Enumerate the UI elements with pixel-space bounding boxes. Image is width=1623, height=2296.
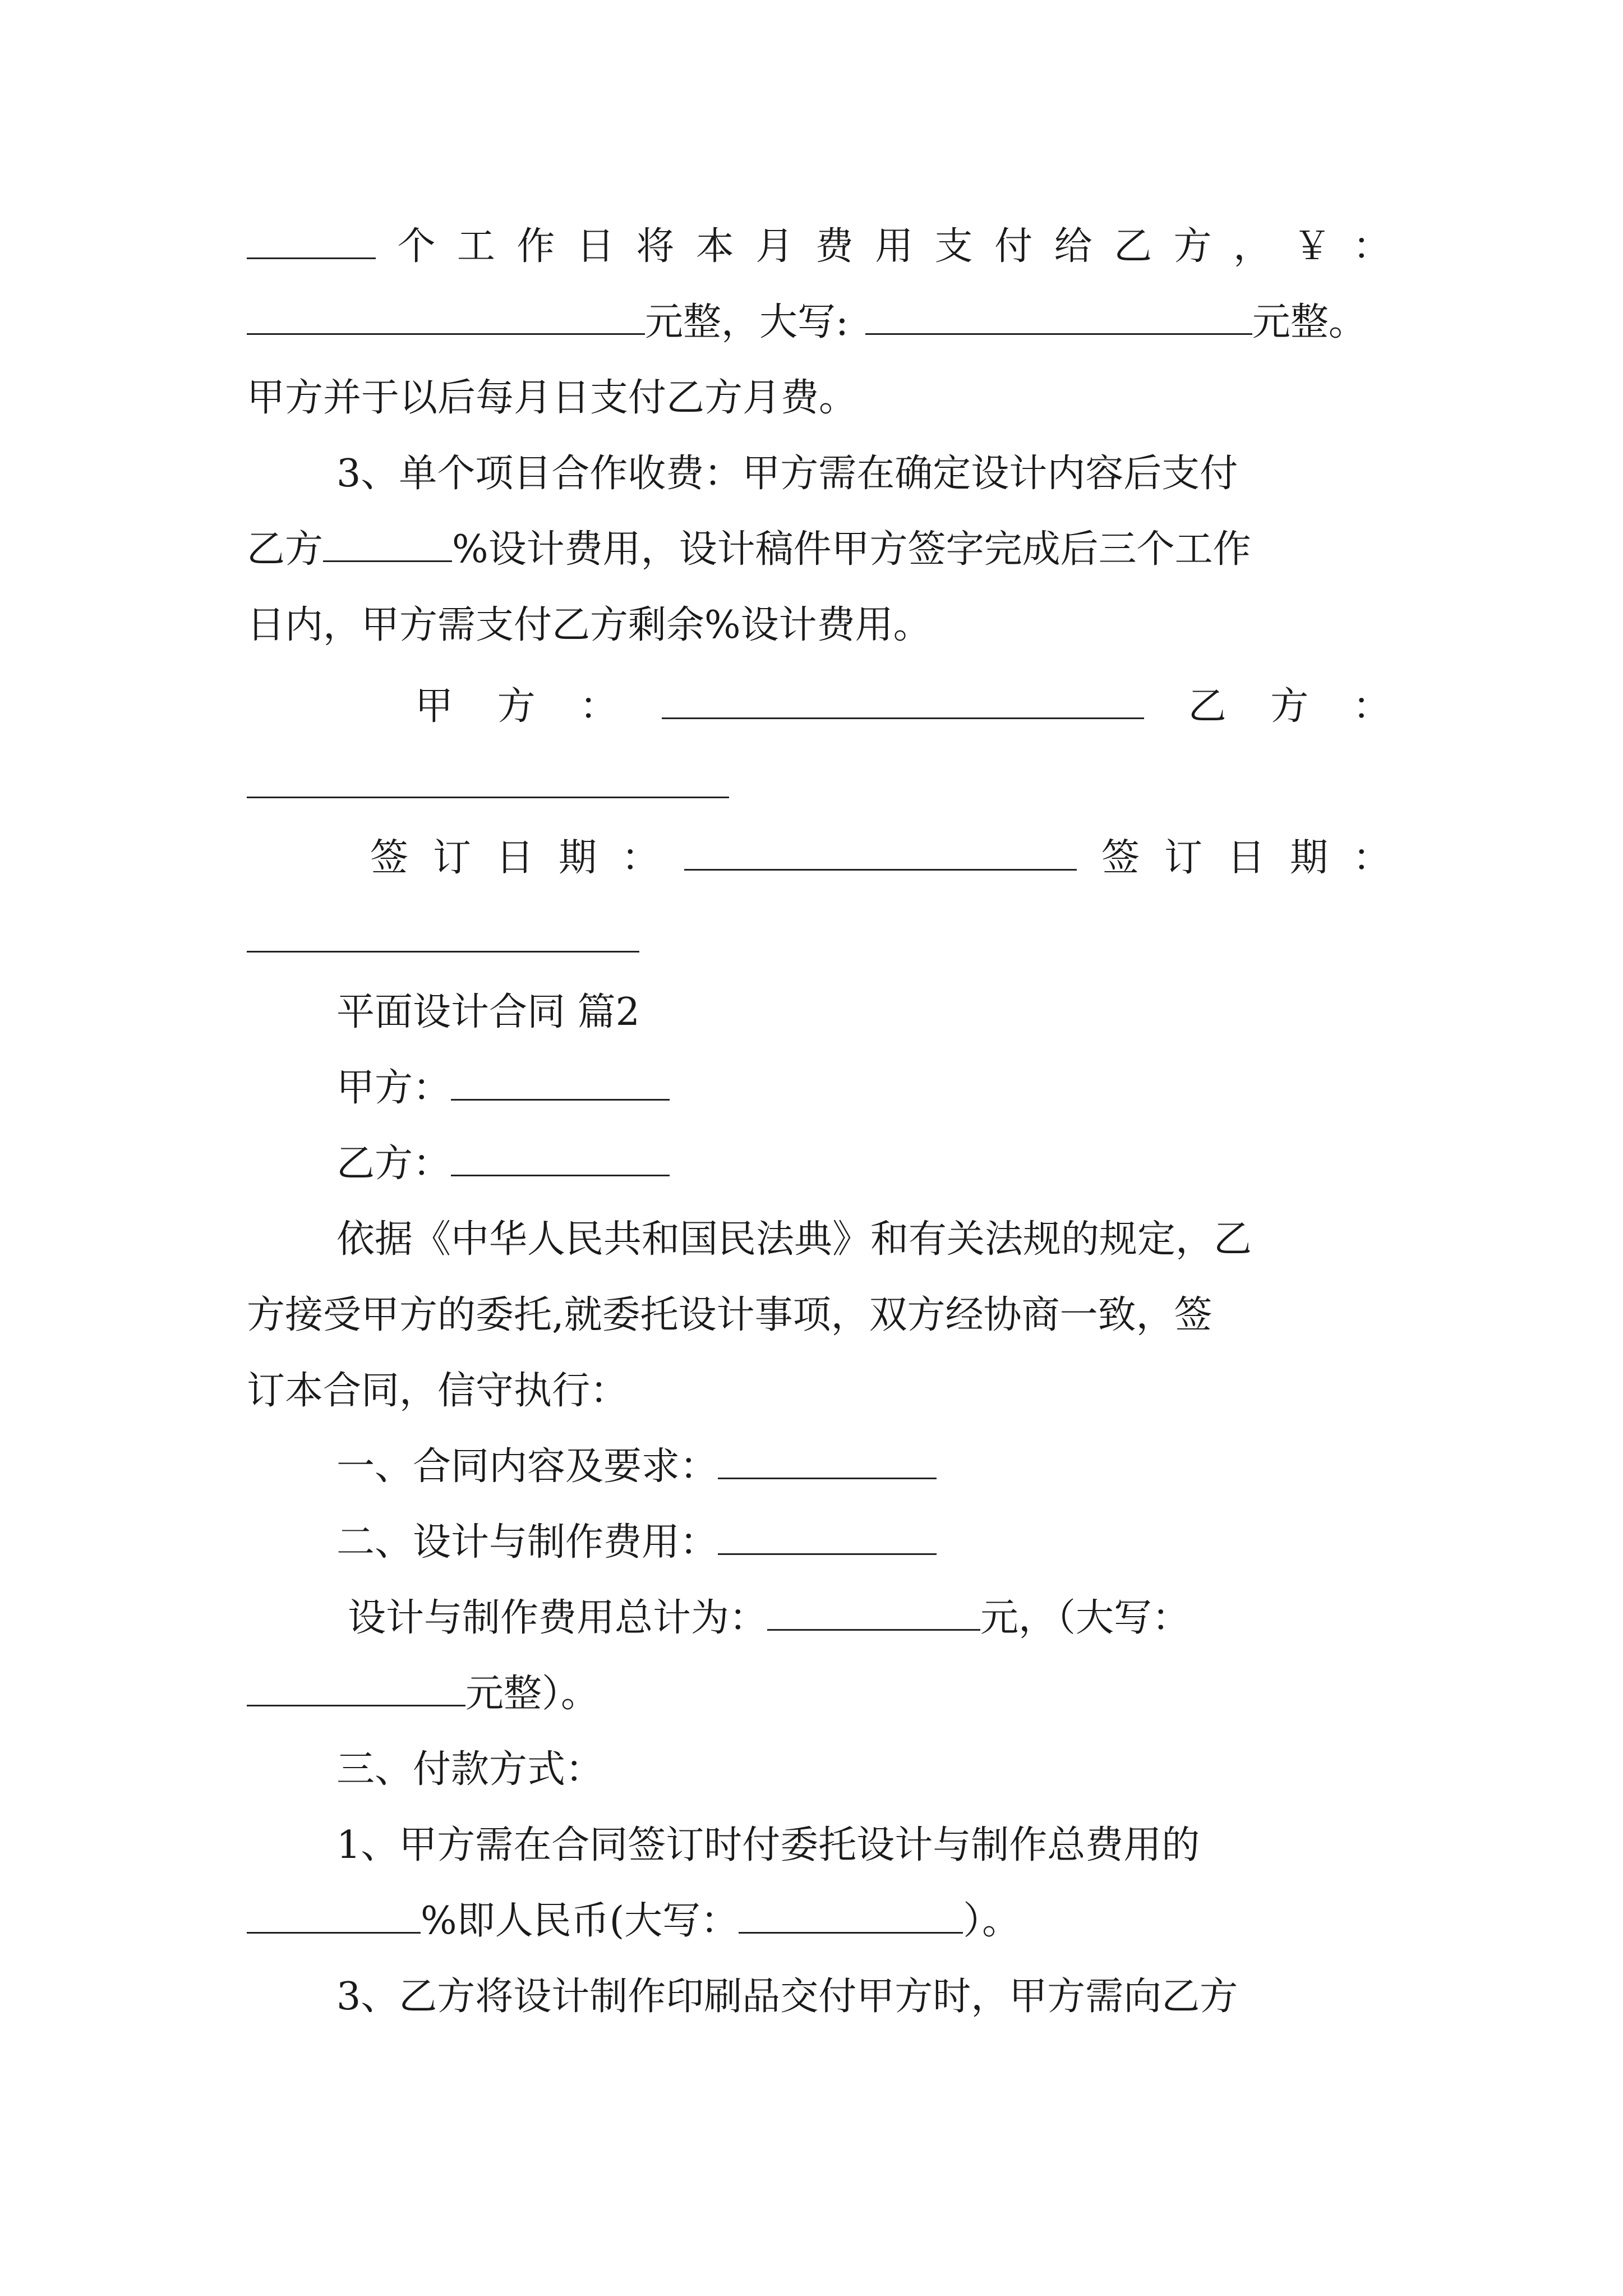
char: 甲 [415,684,454,729]
payment-clause-3-text: 3、乙方将设计制作印刷品交付甲方时，甲方需向乙方 [336,1975,1238,2019]
paragraph-line [247,1287,1391,1343]
party-a-line [336,1060,1391,1116]
char: 个 [397,224,436,269]
date-a-blank [684,834,1077,871]
paragraph-line [247,1363,1391,1419]
payment-clause-1-text: 1、甲方需在合同签订时付委托设计与制作总费用的 [336,1823,1200,1867]
total-fee-capital-text: 元整）。 [465,1672,600,1716]
payment-percent-end: ）。 [963,1899,1021,1943]
date-b-blank [247,951,639,953]
percent-text: %设计费用，设计稿件甲方签字完成后三个工作 [452,527,1251,572]
remaining-fee-text: 日内，甲方需支付乙方剩余%设计费用。 [247,603,932,647]
contract-content-line [336,1439,1391,1495]
party-b-label: 乙方： [336,1142,451,1186]
char: 月 [755,224,794,269]
amount-blank [247,298,645,335]
char: 工 [457,224,495,269]
payment-clause-1-line [336,1818,1391,1874]
amount-end-text: 元整。 [1252,300,1367,344]
section-heading-text: 平面设计合同 篇2 [336,990,640,1034]
char: 期 [559,836,597,880]
char: 付 [994,224,1033,269]
payment-percent-blank [247,1897,421,1934]
total-fee-capital-label: 元，（大写： [980,1596,1191,1640]
char: 日 [1227,836,1265,880]
char: 日 [496,836,534,880]
total-fee-capital-blank [247,1670,465,1706]
sign-date-line [370,830,1391,886]
char: 方 [497,684,536,729]
amount-line [247,295,1391,351]
percent-blank [323,526,452,562]
party-signature-line [415,679,1391,735]
char: 方 [1173,224,1212,269]
total-fee-blank [767,1594,980,1631]
char: 期 [1289,836,1328,880]
char: 订 [433,836,472,880]
char: 作 [517,224,555,269]
char: ： [579,684,618,729]
design-fee-blank [718,1519,937,1555]
char: ： [621,836,660,880]
char: 方 [1270,684,1309,729]
payment-percent-text: %即人民币(大写： [421,1899,739,1943]
clause-3-text: 3、单个项目合作收费：甲方需在确定设计内容后支付 [336,452,1238,496]
total-fee-line [348,1590,1391,1646]
char: 日 [576,224,615,269]
amount-capital-blank [865,298,1252,335]
party-a-signature-blank [662,683,1144,719]
paragraph-text: 订本合同，信守执行： [247,1369,629,1413]
char: ： [1352,224,1391,269]
char: 乙 [1114,224,1152,269]
char: 乙 [1188,684,1227,729]
payment-percent-line [247,1893,1391,1949]
payment-method-heading: 三、付款方式： [336,1747,604,1792]
char: ： [1352,836,1391,880]
char: 费 [815,224,854,269]
contract-content-label: 一、合同内容及要求： [336,1444,718,1489]
monthly-fee-text: 甲方并于以后每月日支付乙方月费。 [247,376,857,420]
payment-capital-blank [739,1897,963,1934]
party-b-signature-blank [247,797,729,798]
party-b-line [336,1136,1391,1192]
days-blank [247,223,376,259]
design-fee-line [336,1515,1391,1571]
char: ￥ [1293,224,1331,269]
char: 签 [370,836,409,880]
amount-text: 元整，大写: [645,300,849,344]
monthly-fee-line [247,370,1391,426]
paragraph-text: 方接受甲方的委托,就委托设计事项，双方经协商一致，签 [247,1293,1212,1337]
total-fee-label: 设计与制作费用总计为： [348,1596,768,1640]
char: 订 [1164,836,1202,880]
payment-days-line [247,219,1391,275]
paragraph-text: 依据《中华人民共和国民法典》和有关法规的规定，乙 [336,1217,1252,1262]
char: 支 [934,224,973,269]
payment-clause-3-line [336,1969,1391,2025]
design-fee-label: 二、设计与制作费用： [336,1520,718,1565]
percent-line [247,522,1391,578]
party-a-blank [451,1064,670,1101]
party-b-blank [451,1140,670,1176]
section-heading [336,984,1391,1041]
percent-prefix: 乙方 [247,527,324,572]
char: ： [1352,684,1391,729]
char: 用 [875,224,914,269]
paragraph-line [336,1212,1391,1268]
char: 将 [636,224,675,269]
char: 给 [1054,224,1092,269]
remaining-fee-line [247,597,1391,654]
payment-method-line [336,1742,1391,1798]
clause-3-line [336,446,1391,502]
char: ， [1233,224,1272,269]
char: 签 [1101,836,1140,880]
total-fee-capital-line [247,1666,1391,1722]
char: 本 [695,224,734,269]
contract-content-blank [718,1443,937,1479]
party-a-label: 甲方： [336,1066,451,1110]
